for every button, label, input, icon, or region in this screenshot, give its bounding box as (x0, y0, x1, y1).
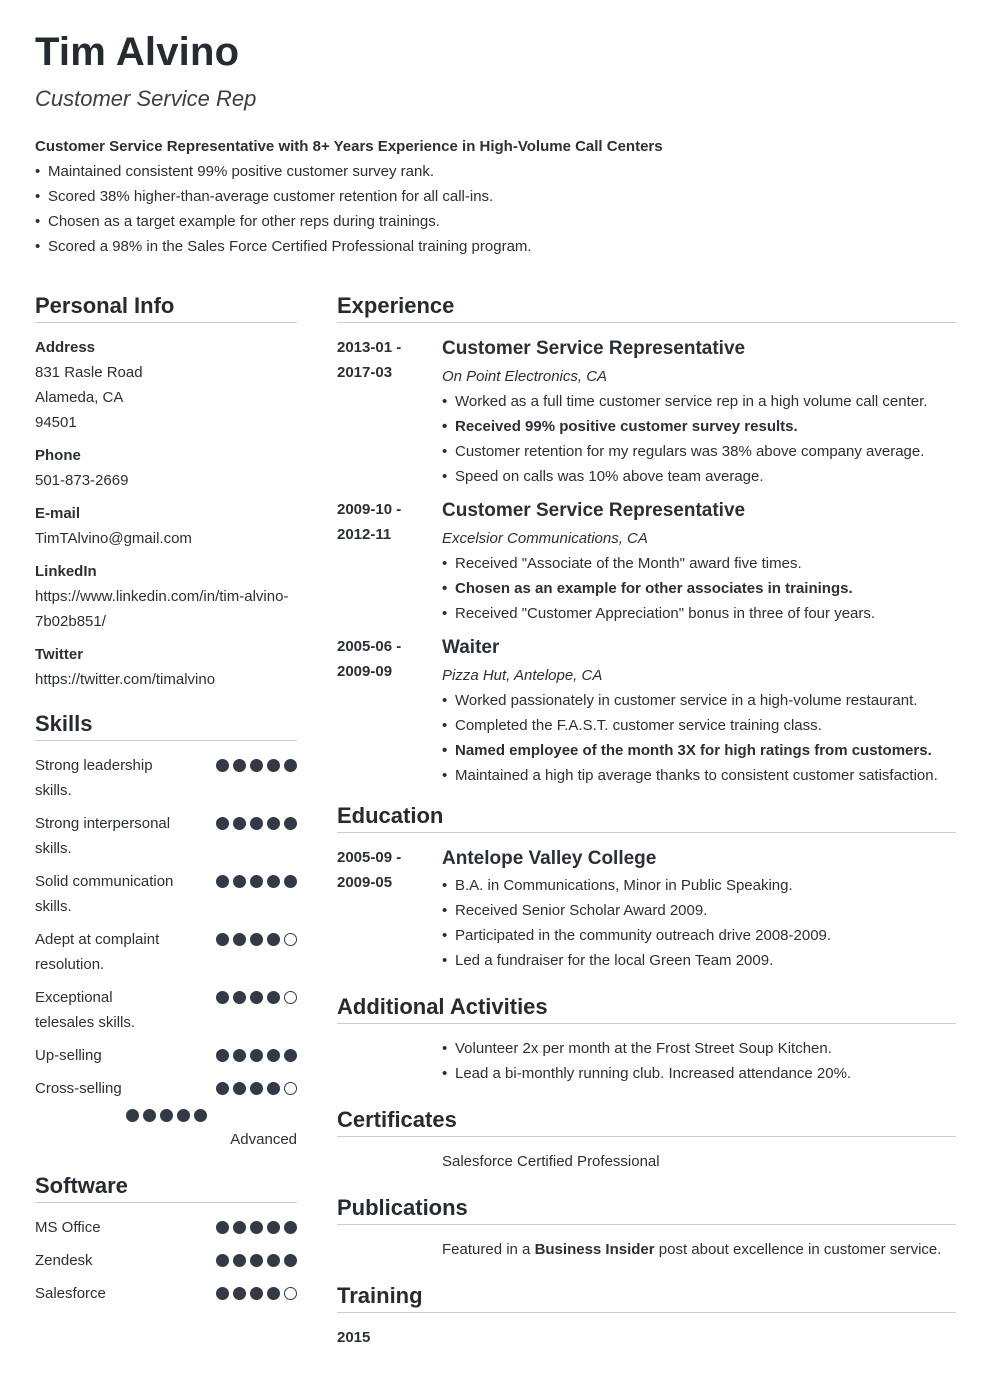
experience-bullet: • Customer retention for my regulars was 38% above company average. (442, 439, 956, 464)
experience-company: Pizza Hut, Antelope, CA (442, 667, 603, 684)
rating-dots (216, 1215, 297, 1234)
software-list (35, 1215, 297, 1306)
rating-dot-filled (216, 1049, 229, 1062)
rating-dot-filled (216, 933, 229, 946)
rating-dots (216, 1281, 297, 1300)
rating-dot-filled (267, 759, 280, 772)
rating-dot-empty (284, 933, 297, 946)
summary-bullet: • Scored 38% higher-than-average customer retention for all call-ins. (35, 184, 935, 209)
rating-dot-filled (267, 1082, 280, 1095)
summary-bullets (35, 159, 935, 259)
skills-list (35, 753, 297, 1101)
rating-dot-filled (126, 1109, 139, 1122)
legend-label: Advanced (230, 1131, 297, 1148)
summary-headline: Customer Service Representative with 8+ Years Experience in High-Volume Call Centers (35, 138, 663, 155)
rating-dot-filled (284, 1254, 297, 1267)
software-row-name: Salesforce (35, 1285, 106, 1302)
skill-row (35, 985, 297, 1035)
rating-dot-filled (250, 1287, 263, 1300)
experience-bullet: • Completed the F.A.S.T. customer service training class. (442, 713, 956, 738)
rating-dot-filled (284, 1049, 297, 1062)
rating-dot-filled (233, 875, 246, 888)
summary-bullet: • Scored a 98% in the Sales Force Certified Professional training program. (35, 234, 935, 259)
experience-bullets (442, 389, 956, 489)
activities-body (337, 1036, 956, 1086)
job-title: Customer Service Rep (35, 86, 257, 111)
skill-row (35, 927, 297, 977)
rating-dot-filled (233, 1221, 246, 1234)
rating-dot-filled (216, 875, 229, 888)
address-block (35, 335, 297, 435)
skill-row (35, 1076, 297, 1101)
experience-bullet: • Named employee of the month 3X for high ratings from customers. (442, 738, 956, 763)
rating-dot-filled (233, 1049, 246, 1062)
rating-dots (216, 811, 297, 830)
experience-body (442, 335, 956, 489)
publication-item (337, 1237, 956, 1262)
rating-dot-filled (233, 817, 246, 830)
rating-dots (216, 1248, 297, 1267)
rating-dot-filled (233, 991, 246, 1004)
left-column (35, 292, 297, 1314)
experience-bullet: • Speed on calls was 10% above team average. (442, 464, 956, 489)
education-entry (337, 845, 956, 973)
rating-dot-filled (250, 1082, 263, 1095)
skill-row-name: Cross-selling (35, 1080, 122, 1097)
phone-block (35, 443, 297, 493)
rating-dot-filled (250, 875, 263, 888)
experience-bullet: • Chosen as an example for other associates in trainings. (442, 576, 956, 601)
activity-bullet: • Volunteer 2x per month at the Frost Street Soup Kitchen. (442, 1036, 956, 1061)
rating-dot-filled (216, 759, 229, 772)
address-line: Alameda, CA (35, 389, 124, 406)
software-row (35, 1215, 297, 1240)
software-heading: Software (35, 1172, 297, 1203)
rating-dot-filled (194, 1109, 207, 1122)
education-bullet: • Led a fundraiser for the local Green Team 2009. (442, 948, 956, 973)
rating-dot-filled (160, 1109, 173, 1122)
experience-title: Customer Service Representative (442, 338, 746, 359)
skill-row-name: Adept at complaint resolution. (35, 931, 160, 973)
education-bullet: • B.A. in Communications, Minor in Public Speaking. (442, 873, 956, 898)
date-start: 2009-10 - (337, 501, 402, 518)
rating-dots (216, 985, 297, 1004)
rating-dot-filled (233, 1287, 246, 1300)
skill-row (35, 811, 297, 861)
experience-date (337, 634, 442, 788)
education-body (442, 845, 956, 973)
rating-dot-filled (250, 1049, 263, 1062)
address-label: Address (35, 339, 96, 356)
summary-section (35, 134, 935, 259)
rating-dot-filled (284, 875, 297, 888)
publication-source: Business Insider (534, 1241, 655, 1258)
rating-dot-filled (250, 759, 263, 772)
rating-dot-filled (267, 1287, 280, 1300)
education-bullet: • Participated in the community outreach drive 2008-2009. (442, 923, 956, 948)
address-line: 831 Rasle Road (35, 364, 143, 381)
education-date (337, 845, 442, 973)
phone-value: 501-873-2669 (35, 472, 129, 489)
rating-dot-filled (267, 1049, 280, 1062)
skill-row-name: Up-selling (35, 1047, 102, 1064)
rating-dot-filled (267, 1221, 280, 1234)
linkedin-block (35, 559, 297, 634)
rating-dot-filled (250, 1221, 263, 1234)
experience-date (337, 497, 442, 626)
software-row (35, 1281, 297, 1306)
experience-entry (337, 335, 956, 489)
rating-dot-filled (216, 1082, 229, 1095)
rating-dot-filled (250, 933, 263, 946)
twitter-block (35, 642, 297, 692)
rating-dot-empty (284, 1287, 297, 1300)
software-row-name: MS Office (35, 1219, 101, 1236)
education-heading: Education (337, 802, 956, 833)
training-year: 2015 (337, 1329, 371, 1346)
rating-dots (216, 927, 297, 946)
date-end: 2017-03 (337, 364, 393, 381)
personal-info-heading: Personal Info (35, 292, 297, 323)
experience-bullets (442, 551, 956, 626)
experience-heading: Experience (337, 292, 956, 323)
activities-bullets (442, 1036, 956, 1086)
rating-dot-filled (233, 933, 246, 946)
experience-entry (337, 634, 956, 788)
rating-dots (216, 1076, 297, 1095)
activities-heading: Additional Activities (337, 993, 956, 1024)
experience-bullet: • Maintained a high tip average thanks to consistent customer satisfaction. (442, 763, 956, 788)
rating-dot-filled (250, 991, 263, 1004)
experience-bullet: • Worked as a full time customer service rep in a high volume call center. (442, 389, 956, 414)
rating-dot-filled (284, 759, 297, 772)
software-row-name: Zendesk (35, 1252, 93, 1269)
rating-dot-filled (284, 1221, 297, 1234)
email-label: E-mail (35, 505, 81, 522)
rating-dots (216, 1043, 297, 1062)
rating-dot-filled (267, 817, 280, 830)
summary-bullet: • Maintained consistent 99% positive customer survey rank. (35, 159, 935, 184)
date-end: 2012-11 (337, 526, 392, 543)
publication-text-post: post about excellence in customer service. (654, 1241, 942, 1258)
skill-row-name: Strong leadership skills. (35, 757, 153, 799)
linkedin-link[interactable] (35, 584, 297, 634)
rating-dot-filled (233, 759, 246, 772)
education-bullet: • Received Senior Scholar Award 2009. (442, 898, 956, 923)
rating-dot-filled (216, 991, 229, 1004)
rating-dot-filled (267, 1254, 280, 1267)
experience-body (442, 634, 956, 788)
skill-row-name: Strong interpersonal skills. (35, 815, 171, 857)
experience-bullet: • Received "Customer Appreciation" bonus in three of four years. (442, 601, 956, 626)
education-bullets (442, 873, 956, 973)
rating-dot-filled (216, 817, 229, 830)
linkedin-line: https://www.linkedin.com/in/tim-alvino- (35, 588, 289, 605)
rating-dot-filled (143, 1109, 156, 1122)
experience-bullet: • Received "Associate of the Month" award five times. (442, 551, 956, 576)
rating-dot-filled (267, 875, 280, 888)
date-end: 2009-09 (337, 663, 393, 680)
activity-bullet: • Lead a bi-monthly running club. Increased attendance 20%. (442, 1061, 956, 1086)
right-column (337, 292, 956, 1350)
date-end: 2009-05 (337, 874, 393, 891)
experience-bullet: • Worked passionately in customer service in a high-volume restaurant. (442, 688, 956, 713)
linkedin-label: LinkedIn (35, 563, 97, 580)
skill-row-name: Exceptional telesales skills. (35, 989, 136, 1031)
skill-row (35, 1043, 297, 1068)
rating-dots (216, 753, 297, 772)
skills-heading: Skills (35, 710, 297, 741)
rating-dot-filled (216, 1254, 229, 1267)
candidate-name: Tim Alvino (35, 30, 240, 74)
twitter-label: Twitter (35, 646, 84, 663)
rating-dot-filled (267, 991, 280, 1004)
email-block (35, 501, 297, 551)
skill-row-name: Solid communication skills. (35, 873, 174, 915)
skill-row (35, 869, 297, 919)
date-start: 2005-06 - (337, 638, 402, 655)
experience-body (442, 497, 956, 626)
rating-dot-filled (216, 1221, 229, 1234)
date-start: 2005-09 - (337, 849, 402, 866)
publication-text-pre: Featured in a (442, 1241, 535, 1258)
publications-heading: Publications (337, 1194, 956, 1225)
training-heading: Training (337, 1282, 956, 1313)
skill-row (35, 753, 297, 803)
rating-dot-filled (250, 817, 263, 830)
legend-rating-dots (35, 1109, 297, 1122)
date-start: 2013-01 - (337, 339, 402, 356)
experience-company: Excelsior Communications, CA (442, 530, 648, 547)
rating-dots (216, 869, 297, 888)
address-line: 94501 (35, 414, 77, 431)
rating-dot-filled (267, 933, 280, 946)
experience-company: On Point Electronics, CA (442, 368, 608, 385)
experience-bullet: • Received 99% positive customer survey results. (442, 414, 956, 439)
rating-dot-filled (233, 1082, 246, 1095)
experience-bullets (442, 688, 956, 788)
rating-dot-filled (233, 1254, 246, 1267)
rating-dot-filled (177, 1109, 190, 1122)
rating-dot-filled (250, 1254, 263, 1267)
school-name: Antelope Valley College (442, 848, 657, 869)
linkedin-line: 7b02b851/ (35, 613, 106, 630)
skill-level-legend (35, 1109, 297, 1152)
email-value[interactable]: TimTAlvino@gmail.com (35, 530, 192, 547)
experience-date (337, 335, 442, 489)
experience-entry (337, 497, 956, 626)
twitter-link[interactable]: https://twitter.com/timalvino (35, 671, 216, 688)
rating-dot-filled (284, 817, 297, 830)
phone-label: Phone (35, 447, 81, 464)
rating-dot-empty (284, 991, 297, 1004)
rating-dot-empty (284, 1082, 297, 1095)
rating-dot-filled (216, 1287, 229, 1300)
experience-title: Customer Service Representative (442, 500, 746, 521)
certificate-item: Salesforce Certified Professional (442, 1153, 660, 1170)
software-row (35, 1248, 297, 1273)
certificates-heading: Certificates (337, 1106, 956, 1137)
experience-title: Waiter (442, 637, 500, 658)
summary-bullet: • Chosen as a target example for other reps during trainings. (35, 209, 935, 234)
